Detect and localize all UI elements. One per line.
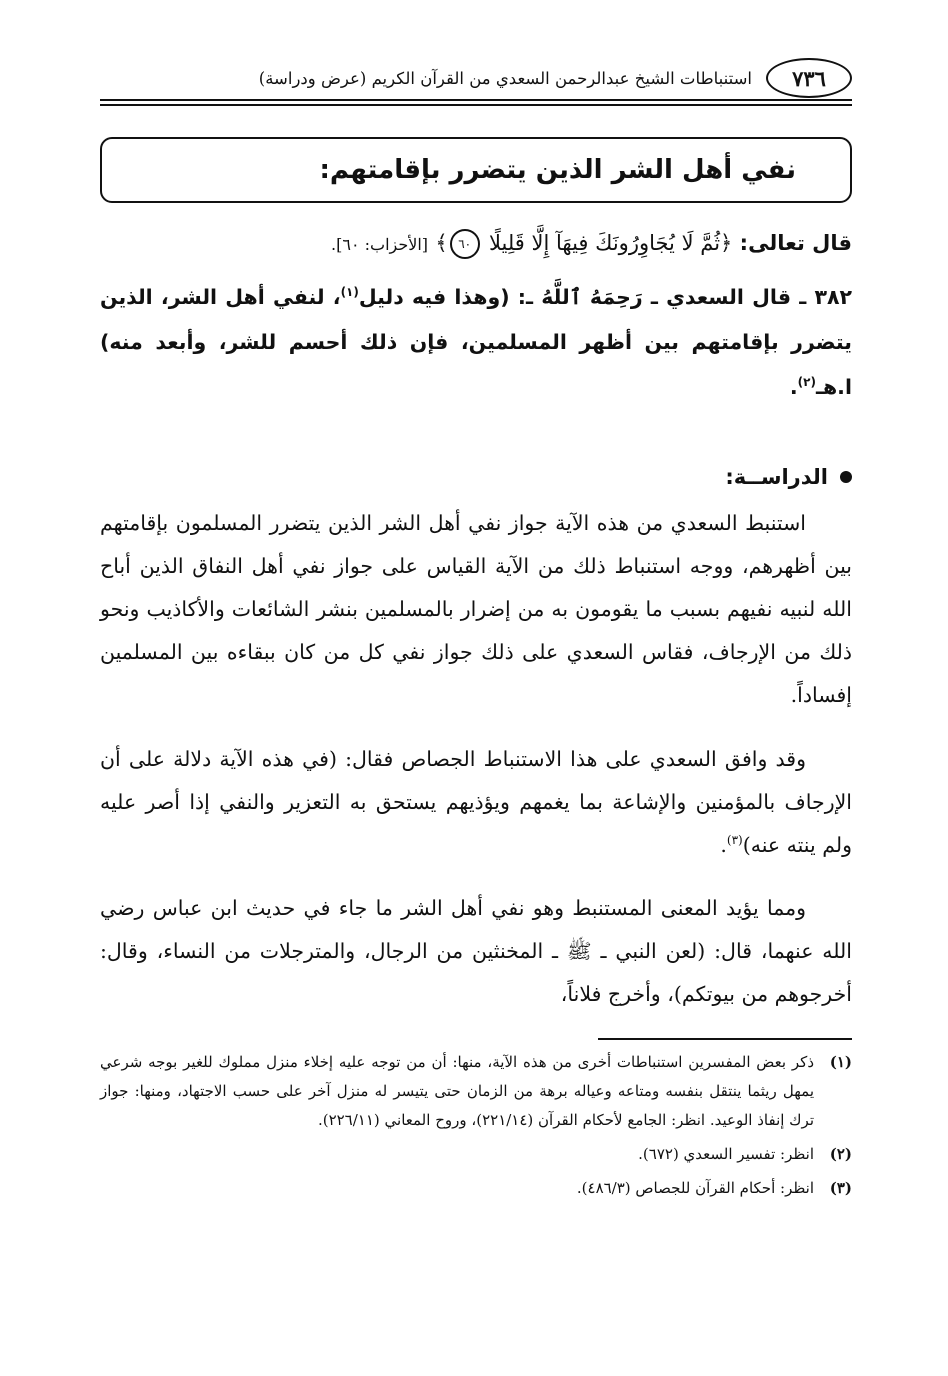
page-number-badge: ٧٣٦ bbox=[766, 58, 852, 98]
verse-close-bracket: ﴾ bbox=[435, 231, 448, 255]
body-paragraph: ومما يؤيد المعنى المستنبط وهو نفي أهل الشر ما جاء في حديث ابن عباس رضي الله عنهما، قال: (لعن النبي ـ ﷺ ـ المخنثين من الرجال، والمترجلات من النساء، وقال: أخرجوهم من بيوتكم)، وأخرج فلاناً، bbox=[100, 896, 852, 1006]
verse-text: ﴿ثُمَّ لَا يُجَاوِرُونَكَ فِيهَآ إِلَّا قَلِيلًا bbox=[488, 231, 733, 255]
running-title: استنباطات الشيخ عبدالرحمن السعدي من القرآن الكريم (عرض ودراسة) bbox=[258, 69, 752, 88]
quote-text: ، لنفي أهل الشر، الذين يتضرر بإقامتهم بين أظهر المسلمين، فإن ذلك أحسم للشر، وأبعد منه) ا.هـ bbox=[100, 285, 852, 399]
footnote-mark[interactable]: (٣) bbox=[726, 832, 743, 847]
running-header bbox=[100, 55, 852, 111]
footnote-text: انظر: أحكام القرآن للجصاص (٤٨٦/٣). bbox=[576, 1178, 814, 1197]
footnote-separator bbox=[598, 1038, 852, 1040]
header-rule bbox=[100, 99, 852, 101]
header-rule bbox=[100, 104, 852, 106]
saadi-quote bbox=[100, 275, 852, 410]
footnotes bbox=[100, 1048, 852, 1203]
section-title-box bbox=[100, 137, 852, 203]
ayah-number-marker: ٦٠ bbox=[450, 229, 480, 259]
paragraph-text: وقد وافق السعدي على هذا الاستنباط الجصاص فقال: (في هذه الآية دلالة على أن الإرجاف بالمؤمنين والإشاعة بما يغمهم ويؤذيهم يستحق به التعزير والنفي إذا أصر عليه ولم ينته عنه) bbox=[100, 746, 852, 857]
verse-intro: قال تعالى: bbox=[739, 231, 852, 255]
footnote bbox=[100, 1174, 852, 1203]
quote-text: ٣٨٢ ـ قال السعدي ـ رَحِمَهُ ٱللَّهُ ـ: (وهذا فيه دليل bbox=[358, 285, 852, 309]
quote-text: . bbox=[789, 375, 798, 399]
verse-reference: [الأحزاب: ٦٠]. bbox=[331, 235, 429, 254]
body-paragraph: استنبط السعدي من هذه الآية جواز نفي أهل الشر الذين يتضرر المسلمون بإقامتهم بين أظهرهم، ووجه استنباط ذلك من الآية القياس على جواز نفي أهل النفاق الذين أباح الله لنبيه نفيهم بسبب ما يقومون به من إضرار بالمسلمين بنشر الشائعات والأكاذيب ونحو ذلك من الإرجاف، فقاس السعدي على ذلك جواز نفي كل من كان ببقاءه بين المسلمين إفساداً. bbox=[100, 511, 852, 707]
quran-verse-line bbox=[100, 223, 852, 265]
bullet-icon bbox=[840, 471, 852, 483]
footnote-mark[interactable]: (١) bbox=[340, 285, 359, 300]
book-page bbox=[100, 55, 852, 1203]
study-heading-text: الدراســة: bbox=[725, 465, 828, 489]
footnote-number: (٣) bbox=[829, 1178, 852, 1197]
study-heading bbox=[100, 460, 852, 494]
footnote bbox=[100, 1048, 852, 1135]
footnote-number: (١) bbox=[829, 1052, 852, 1071]
section-title: نفي أهل الشر الذين يتضرر بإقامتهم: bbox=[319, 155, 796, 185]
footnote-text: انظر: تفسير السعدي (٦٧٢). bbox=[638, 1144, 814, 1163]
paragraph-text: . bbox=[720, 832, 727, 857]
footnote-number: (٢) bbox=[829, 1144, 852, 1163]
footnote bbox=[100, 1140, 852, 1169]
body-paragraph bbox=[100, 738, 852, 867]
footnote-text: ذكر بعض المفسرين استنباطات أخرى من هذه الآية، منها: أن من توجه عليه إخلاء منزل مملوك للغير بوجه شرعي يمهل ريثما ينتقل بنفسه ومتاعه وعياله برهة من الزمان حتى يتيسر له منزل آخر على حسب الاجتهاد، ومنها: جواز ترك إنفاذ الوعيد. انظر: الجامع لأحكام القرآن (٢٢١/١٤)، وروح المعاني (٢٢٦/١١). bbox=[100, 1052, 814, 1129]
footnote-mark[interactable]: (٢) bbox=[797, 375, 816, 390]
